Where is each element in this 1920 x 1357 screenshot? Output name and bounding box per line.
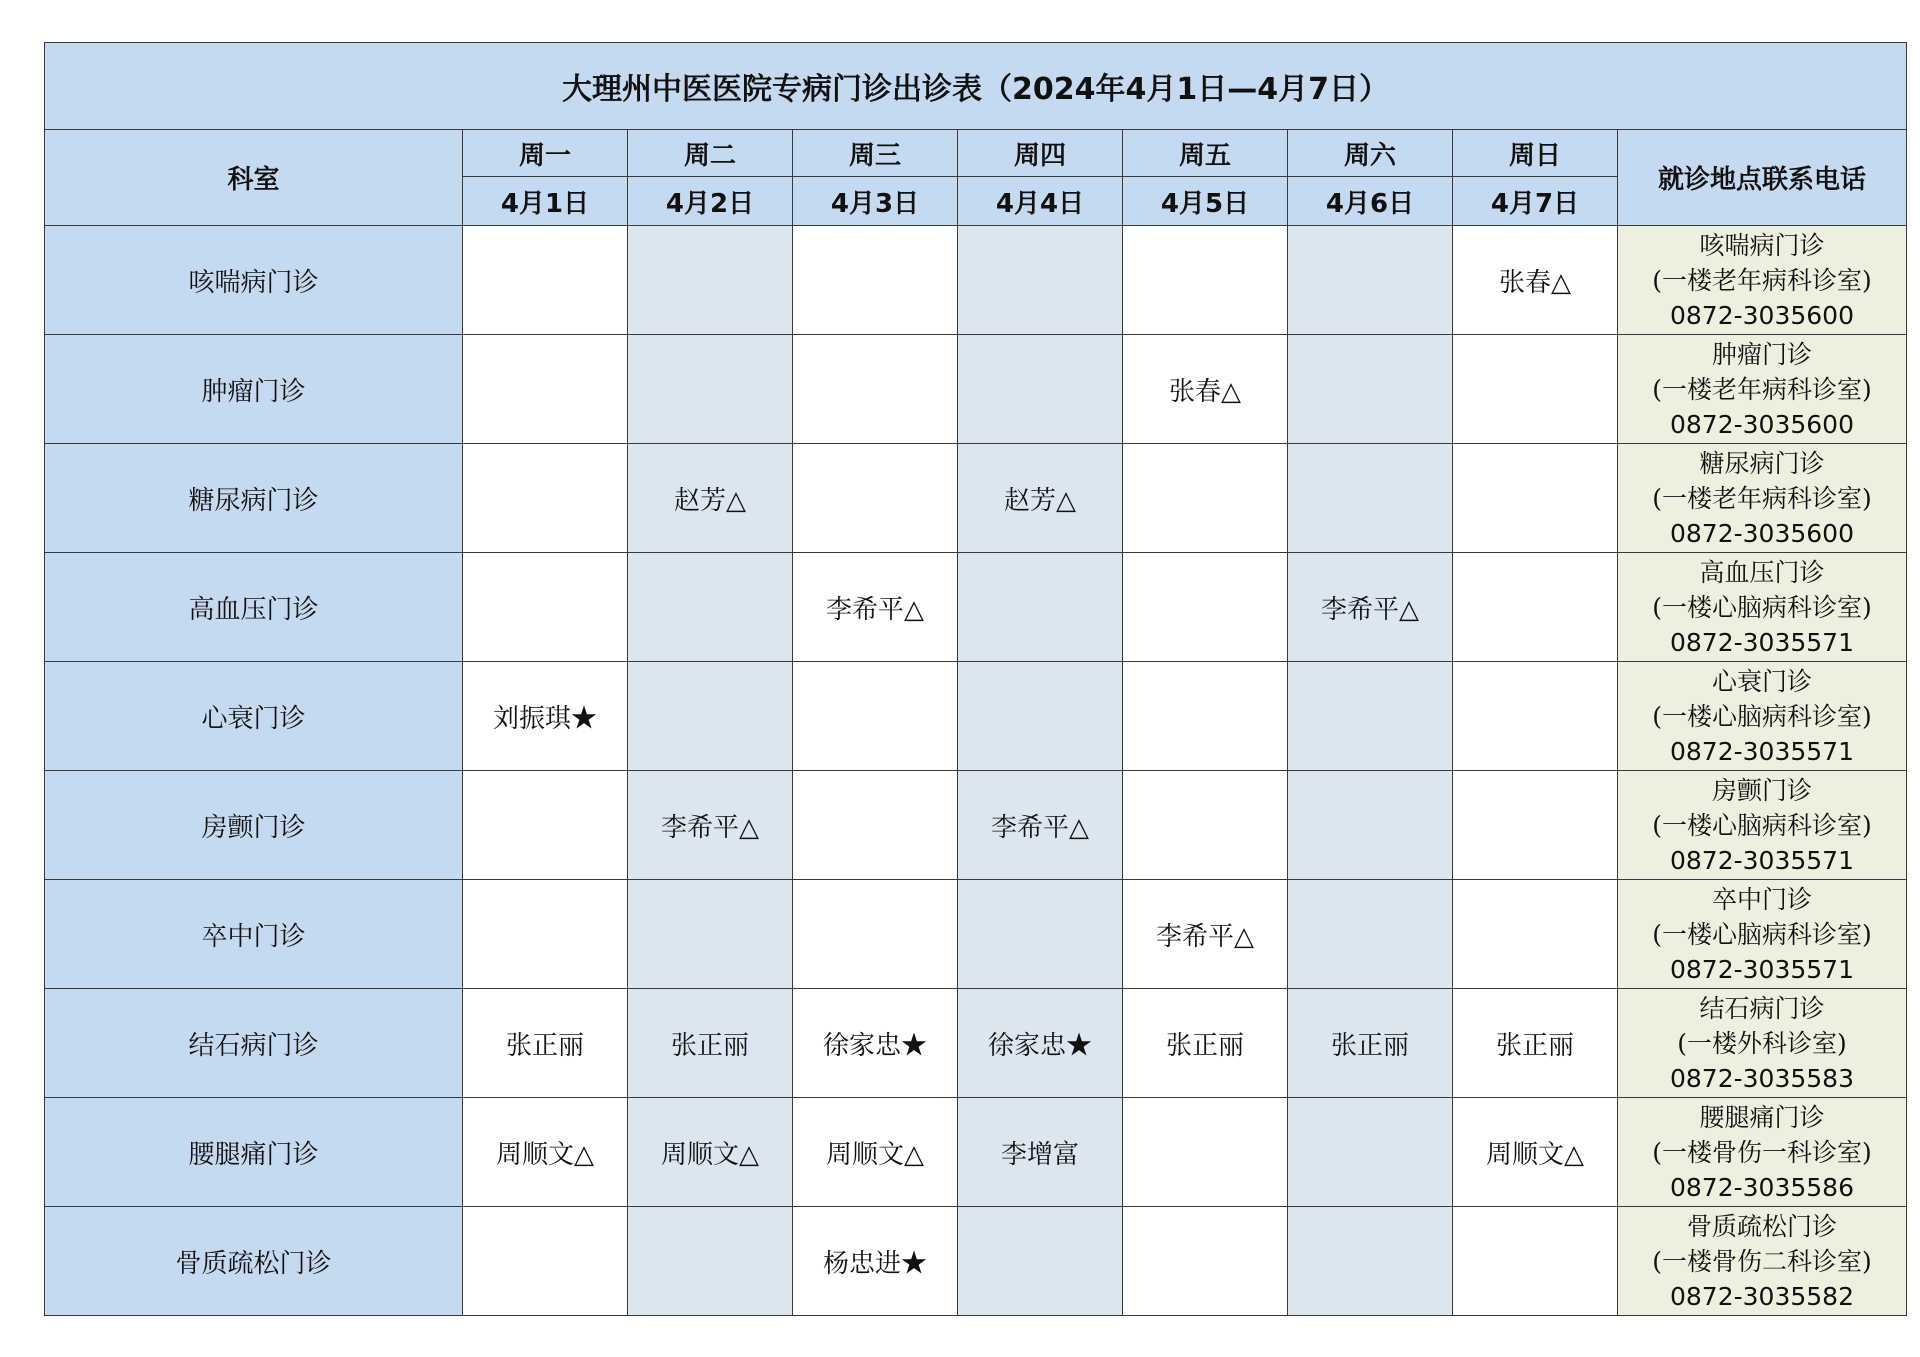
schedule-body xyxy=(45,226,1907,1316)
schedule-cell-tue xyxy=(628,880,793,989)
schedule-cell-thu: 李希平△ xyxy=(958,771,1123,880)
location-phone: 0872-3035600 xyxy=(1670,300,1854,330)
table-row xyxy=(45,662,1907,771)
dept-name: 高血压门诊 xyxy=(45,553,463,662)
schedule-cell-tue: 赵芳△ xyxy=(628,444,793,553)
schedule-cell-sun xyxy=(1453,771,1618,880)
schedule-cell-sat xyxy=(1288,335,1453,444)
schedule-cell-sun: 张正丽 xyxy=(1453,989,1618,1098)
schedule-cell-fri xyxy=(1123,226,1288,335)
schedule-cell-mon xyxy=(463,335,628,444)
location-clinic-name: 结石病门诊 xyxy=(1699,993,1825,1023)
location-contact xyxy=(1618,880,1907,989)
schedule-cell-fri xyxy=(1123,553,1288,662)
schedule-cell-fri xyxy=(1123,771,1288,880)
schedule-cell-mon xyxy=(463,226,628,335)
table-row xyxy=(45,335,1907,444)
schedule-cell-mon: 刘振琪★ xyxy=(463,662,628,771)
header-day-thu: 周四 xyxy=(958,130,1123,177)
header-dept: 科室 xyxy=(45,130,463,226)
schedule-cell-thu: 徐家忠★ xyxy=(958,989,1123,1098)
schedule-cell-tue xyxy=(628,226,793,335)
table-title: 大理州中医医院专病门诊出诊表（2024年4月1日—4月7日） xyxy=(45,43,1907,130)
location-contact xyxy=(1618,1207,1907,1316)
location-room: (一楼老年病科诊室) xyxy=(1652,265,1872,295)
schedule-cell-fri xyxy=(1123,1098,1288,1207)
schedule-cell-thu xyxy=(958,662,1123,771)
schedule-cell-sat xyxy=(1288,1098,1453,1207)
location-room: (一楼老年病科诊室) xyxy=(1652,374,1872,404)
schedule-cell-tue: 周顺文△ xyxy=(628,1098,793,1207)
schedule-cell-sun xyxy=(1453,553,1618,662)
location-room: (一楼心脑病科诊室) xyxy=(1652,810,1872,840)
schedule-cell-thu: 李增富 xyxy=(958,1098,1123,1207)
schedule-cell-mon xyxy=(463,771,628,880)
dept-name: 咳喘病门诊 xyxy=(45,226,463,335)
schedule-cell-sun: 张春△ xyxy=(1453,226,1618,335)
header-date-sat: 4月6日 xyxy=(1288,177,1453,226)
location-phone: 0872-3035600 xyxy=(1670,409,1854,439)
location-contact xyxy=(1618,335,1907,444)
location-contact xyxy=(1618,771,1907,880)
schedule-cell-wed xyxy=(793,444,958,553)
schedule-cell-fri xyxy=(1123,1207,1288,1316)
dept-name: 房颤门诊 xyxy=(45,771,463,880)
schedule-cell-tue xyxy=(628,662,793,771)
schedule-cell-mon xyxy=(463,553,628,662)
schedule-cell-sat: 李希平△ xyxy=(1288,553,1453,662)
location-phone: 0872-3035583 xyxy=(1670,1063,1854,1093)
header-date-mon: 4月1日 xyxy=(463,177,628,226)
schedule-cell-sun xyxy=(1453,1207,1618,1316)
header-date-tue: 4月2日 xyxy=(628,177,793,226)
schedule-cell-sun xyxy=(1453,880,1618,989)
schedule-cell-sat xyxy=(1288,1207,1453,1316)
location-clinic-name: 咳喘病门诊 xyxy=(1699,230,1825,260)
location-room: (一楼心脑病科诊室) xyxy=(1652,701,1872,731)
dept-name: 腰腿痛门诊 xyxy=(45,1098,463,1207)
schedule-sheet xyxy=(44,42,1906,1316)
location-clinic-name: 卒中门诊 xyxy=(1711,884,1812,914)
dept-name: 糖尿病门诊 xyxy=(45,444,463,553)
schedule-cell-tue xyxy=(628,553,793,662)
schedule-cell-wed xyxy=(793,880,958,989)
schedule-cell-sun: 周顺文△ xyxy=(1453,1098,1618,1207)
dept-name: 结石病门诊 xyxy=(45,989,463,1098)
location-phone: 0872-3035600 xyxy=(1670,518,1854,548)
location-room: (一楼心脑病科诊室) xyxy=(1652,592,1872,622)
schedule-cell-thu: 赵芳△ xyxy=(958,444,1123,553)
schedule-cell-fri: 张春△ xyxy=(1123,335,1288,444)
schedule-cell-sat xyxy=(1288,226,1453,335)
location-room: (一楼骨伤一科诊室) xyxy=(1652,1137,1872,1167)
header-day-tue: 周二 xyxy=(628,130,793,177)
location-phone: 0872-3035571 xyxy=(1670,627,1854,657)
schedule-cell-wed xyxy=(793,335,958,444)
schedule-cell-tue: 李希平△ xyxy=(628,771,793,880)
location-room: (一楼老年病科诊室) xyxy=(1652,483,1872,513)
location-contact xyxy=(1618,226,1907,335)
schedule-cell-fri xyxy=(1123,444,1288,553)
schedule-cell-fri: 张正丽 xyxy=(1123,989,1288,1098)
location-clinic-name: 骨质疏松门诊 xyxy=(1686,1211,1837,1241)
dept-name: 心衰门诊 xyxy=(45,662,463,771)
header-date-sun: 4月7日 xyxy=(1453,177,1618,226)
schedule-cell-mon: 张正丽 xyxy=(463,989,628,1098)
header-day-sun: 周日 xyxy=(1453,130,1618,177)
schedule-cell-sat xyxy=(1288,444,1453,553)
location-clinic-name: 腰腿痛门诊 xyxy=(1699,1102,1825,1132)
schedule-cell-wed: 徐家忠★ xyxy=(793,989,958,1098)
location-phone: 0872-3035586 xyxy=(1670,1172,1854,1202)
schedule-cell-mon: 周顺文△ xyxy=(463,1098,628,1207)
location-contact xyxy=(1618,989,1907,1098)
location-room: (一楼心脑病科诊室) xyxy=(1652,919,1872,949)
header-location: 就诊地点联系电话 xyxy=(1618,130,1907,226)
location-clinic-name: 心衰门诊 xyxy=(1711,666,1812,696)
dept-name: 肿瘤门诊 xyxy=(45,335,463,444)
schedule-cell-wed xyxy=(793,771,958,880)
schedule-cell-thu xyxy=(958,1207,1123,1316)
schedule-cell-wed xyxy=(793,662,958,771)
table-row xyxy=(45,553,1907,662)
schedule-cell-sat xyxy=(1288,662,1453,771)
dept-name: 骨质疏松门诊 xyxy=(45,1207,463,1316)
schedule-cell-tue xyxy=(628,1207,793,1316)
location-contact xyxy=(1618,1098,1907,1207)
schedule-cell-sat: 张正丽 xyxy=(1288,989,1453,1098)
schedule-cell-sun xyxy=(1453,662,1618,771)
table-row xyxy=(45,1207,1907,1316)
location-contact xyxy=(1618,553,1907,662)
schedule-cell-mon xyxy=(463,444,628,553)
schedule-cell-fri: 李希平△ xyxy=(1123,880,1288,989)
header-date-wed: 4月3日 xyxy=(793,177,958,226)
schedule-cell-sat xyxy=(1288,880,1453,989)
schedule-cell-thu xyxy=(958,335,1123,444)
table-row xyxy=(45,444,1907,553)
location-contact xyxy=(1618,444,1907,553)
table-row xyxy=(45,880,1907,989)
location-room: (一楼骨伤二科诊室) xyxy=(1652,1246,1872,1276)
header-day-sat: 周六 xyxy=(1288,130,1453,177)
schedule-cell-sat xyxy=(1288,771,1453,880)
schedule-cell-fri xyxy=(1123,662,1288,771)
schedule-cell-tue xyxy=(628,335,793,444)
header-day-mon: 周一 xyxy=(463,130,628,177)
schedule-cell-wed: 杨忠进★ xyxy=(793,1207,958,1316)
schedule-cell-sun xyxy=(1453,444,1618,553)
table-row xyxy=(45,1098,1907,1207)
schedule-cell-wed: 李希平△ xyxy=(793,553,958,662)
location-phone: 0872-3035582 xyxy=(1670,1281,1854,1311)
location-phone: 0872-3035571 xyxy=(1670,845,1854,875)
header-day-fri: 周五 xyxy=(1123,130,1288,177)
schedule-cell-thu xyxy=(958,880,1123,989)
schedule-table xyxy=(44,42,1907,1316)
location-contact xyxy=(1618,662,1907,771)
schedule-cell-mon xyxy=(463,880,628,989)
table-row xyxy=(45,989,1907,1098)
schedule-cell-wed xyxy=(793,226,958,335)
location-clinic-name: 糖尿病门诊 xyxy=(1699,448,1825,478)
header-day-wed: 周三 xyxy=(793,130,958,177)
schedule-cell-sun xyxy=(1453,335,1618,444)
table-row xyxy=(45,771,1907,880)
location-clinic-name: 高血压门诊 xyxy=(1699,557,1825,587)
location-clinic-name: 肿瘤门诊 xyxy=(1711,339,1812,369)
schedule-cell-mon xyxy=(463,1207,628,1316)
location-clinic-name: 房颤门诊 xyxy=(1711,775,1812,805)
location-phone: 0872-3035571 xyxy=(1670,954,1854,984)
schedule-cell-wed: 周顺文△ xyxy=(793,1098,958,1207)
location-phone: 0872-3035571 xyxy=(1670,736,1854,766)
location-room: (一楼外科诊室) xyxy=(1677,1028,1847,1058)
schedule-cell-thu xyxy=(958,226,1123,335)
schedule-cell-thu xyxy=(958,553,1123,662)
dept-name: 卒中门诊 xyxy=(45,880,463,989)
schedule-cell-tue: 张正丽 xyxy=(628,989,793,1098)
header-date-fri: 4月5日 xyxy=(1123,177,1288,226)
header-date-thu: 4月4日 xyxy=(958,177,1123,226)
table-row xyxy=(45,226,1907,335)
